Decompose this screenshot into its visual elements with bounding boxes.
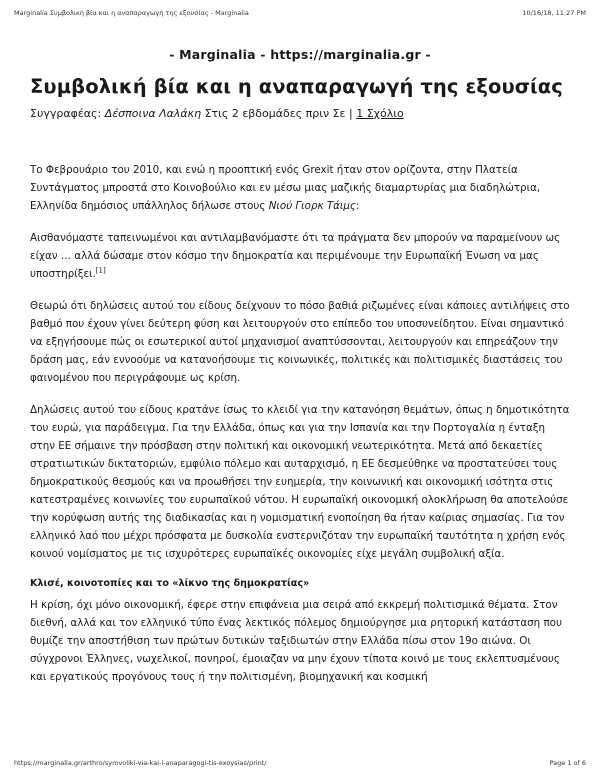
site-url-line: - Marginalia - https://marginalia.gr - bbox=[169, 47, 431, 62]
print-header-title: Marginalia Συμβολική βία και η αναπαραγωγή της εξουσίας - Marginalia bbox=[14, 9, 249, 17]
paragraph: Δηλώσεις αυτού του είδους κρατάνε ίσως το κλειδί για την κατανόηση θεμάτων, όπως η δημοτικότητα του ευρώ, για παράδειγμα. Για την Ελλάδα, όπως και για την Ισπανία και την Πορτογαλία η ένταξη στην ΕΕ σήμαινε την πρόσβαση στην πολιτική και οικονομική νεωτερικότητα. Μετά από δεκαετίες στρατιωτικών δικτατοριών, εμφύλιο πόλεμο και αυταρχισμό, η ΕΕ δεσμεύθηκε να προστατεύσει τους δημοκρατικούς θεσμούς και να προωθήσει την ευημερία, την κοινωνική και οικονομική ισότητα στις κατεστραμένες κοινωνίες του ευρωπαϊκού νότου. Η ευρωπαϊκή οικονομική ολοκλήρωση θα αποτελούσε την κορύφωση αυτής της διαδικασίας και η νομισματική ενοποίηση θα ήταν καίριας σημασίας. Για τον ελληνικό λαό που μέχρι πρόσφατα με δυσκολία ενστερνιζόταν την ευρωπαϊκή ταυτότητα η χρήση ενός κοινού νομίσματος με τις ισχυρότερες ευρωπαϊκές οικονομίες είχε μεγάλη συμβολική αξία. bbox=[30, 404, 570, 560]
nyt-reference: Νιού Γιορκ Τάιμς bbox=[268, 200, 356, 212]
print-header bbox=[14, 9, 586, 17]
paragraph: Θεωρώ ότι δηλώσεις αυτού του είδους δείχνουν το πόσο βαθιά ριζωμένες είναι κάποιες αντιλήψεις στο βαθμό που έχουν γίνει δεύτερη φύση και λειτουργούν στο επίπεδο του υποσυνείδητου. Είναι σημαντικό να εξηγήσουμε πώς οι εσωτερικοί αυτοί μηχανισμοί αναπτύσσονται, λειτουργούν και επηρεάζουν την δράση μας, εάν εννοούμε να κατανοήσουμε τις κοινωνικές, πολιτικές και πολιτισμικές διαστάσεις του φαινομένου που περιγράφουμε ως κρίση. bbox=[30, 300, 570, 384]
print-footer bbox=[14, 759, 586, 767]
print-footer-url: https://marginalia.gr/arthro/symvoliki-via-kai-i-anaparagogi-tis-exoysias/print/ bbox=[14, 759, 267, 767]
print-header-timestamp: 10/16/18, 11:27 PM bbox=[522, 9, 586, 17]
section-heading: Κλισέ, κοινοτοπίες και το «λίκνο της δημοκρατίας» bbox=[30, 578, 310, 589]
paragraph-end: : bbox=[355, 200, 360, 212]
author-link[interactable]: Δέσποινα Λαλάκη bbox=[104, 107, 202, 120]
paragraph-text: Το Φεβρουάριο του 2010, και ενώ η προοπτική ενός Grexit ήταν στον ορίζοντα, στην Πλατεία Συντάγματος μπροστά στο Κοινοβούλιο και εν μέσω μιας μαζικής διαμαρτυρίας μια διαδηλώτρια, Ελληνίδα δημόσιος υπάλληλος δήλωσε στους bbox=[30, 164, 541, 212]
publish-date: Στις 2 εβδομάδες πριν Σε bbox=[204, 107, 346, 120]
quote-text: Αισθανόμαστε ταπεινωμένοι και αντιλαμβανόμαστε ότι τα πράγματα δεν μπορούν να παραμείνουν ως είχαν … αλλά δώσαμε στον κόσμο την δημοκρατία και περιμένουμε την Ευρωπαϊκή Ένωση να μας υποστηρίξει. bbox=[30, 232, 561, 280]
page-number: Page 1 of 6 bbox=[549, 759, 586, 767]
comments-link[interactable]: 1 Σχόλιο bbox=[356, 107, 404, 120]
quote-paragraph bbox=[30, 229, 570, 283]
paragraph bbox=[30, 161, 570, 215]
article-title: Συμβολική βία και η αναπαραγωγή της εξουσίας bbox=[30, 75, 563, 98]
article-body bbox=[30, 161, 570, 686]
paragraph: Η κρίση, όχι μόνο οικονομική, έφερε στην επιφάνεια μια σειρά από εκκρεμή πολιτισμικά θέματα. Στον διεθνή, αλλά και τον ελληνικό τύπο ένας λεκτικός πόλεμος δημιούργησε μια ρητορική κατάσταση που θυμίζε την αποστήθιση των πρώτων δυτικών ταξιδιωτών στην Ελλάδα πίσω στον 19ο αιώνα. Οι σύγχρονοι Έλληνες, νωχελικοί, πονηροί, έμοιαζαν να μην έχουν τίποτα κοινό με τους εκλεπτυσμένους και εργατικούς προγόνους τους ή την πολιτισμένη, βιομηχανική και κοσμική bbox=[30, 599, 562, 683]
meta-separator: | bbox=[349, 107, 353, 120]
article-meta bbox=[30, 107, 404, 120]
authors-label: Συγγραφέας: bbox=[30, 107, 102, 120]
footnote-ref[interactable]: [1] bbox=[95, 266, 106, 275]
